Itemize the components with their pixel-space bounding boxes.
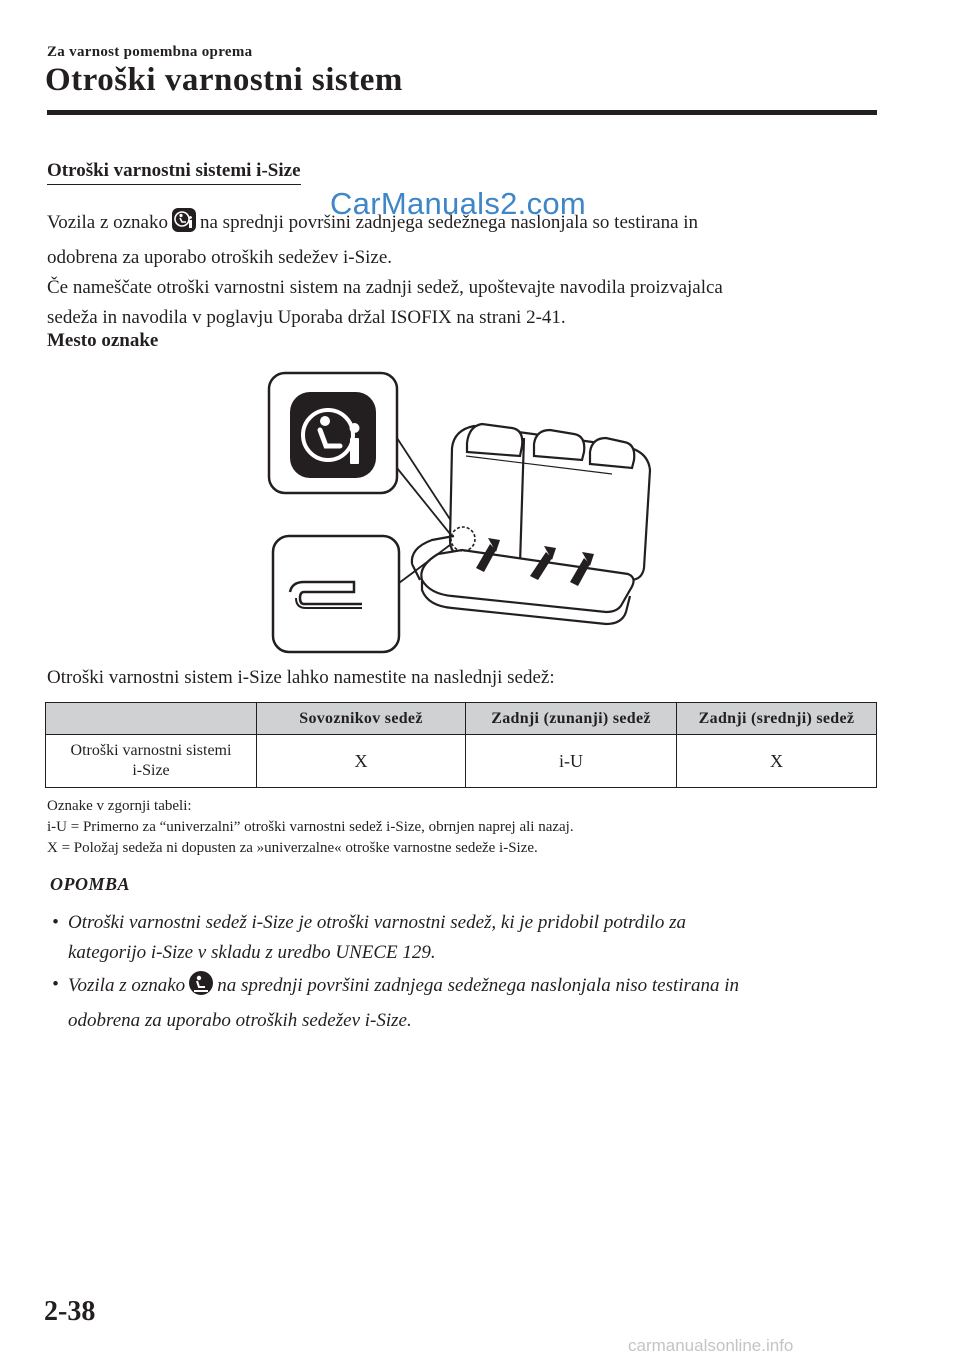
table-header-row xyxy=(46,703,877,735)
bullet-dot: • xyxy=(52,912,59,933)
title-rule xyxy=(47,110,877,115)
p2-text-b: sedeža in navodila v poglavju Uporaba držal ISOFIX na strani 2-41. xyxy=(47,307,566,328)
non-isize-mark-icon xyxy=(188,970,214,1006)
section-label: Za varnost pomembna oprema xyxy=(47,44,253,60)
legend-title: Oznake v zgornji tabeli: xyxy=(47,798,192,814)
bullet-dot: • xyxy=(52,974,59,995)
note-title: OPOMBA xyxy=(50,874,131,894)
b1-text-b: kategorijo i-Size v skladu z uredbo UNECE 129. xyxy=(68,942,436,963)
watermark: CarManuals2.com xyxy=(330,186,587,221)
b2-text-b: na sprednji površini zadnjega sedežnega naslonjala niso testirana in xyxy=(217,975,739,996)
table-cell-rear-outer: i-U xyxy=(466,735,677,788)
table-header-passenger: Sovoznikov sedež xyxy=(257,703,466,735)
b1-text-a: Otroški varnostni sedež i-Size je otroški varnostni sedež, ki je pridobil potrdilo za xyxy=(68,912,686,933)
chapter-title: Otroški varnostni sistem xyxy=(45,62,403,98)
legend-line-2: X = Položaj sedeža ni dopusten za »univerzalne« otroške varnostne sedeže i-Size. xyxy=(47,840,538,856)
isize-mark-icon-large xyxy=(290,392,376,478)
table-row xyxy=(46,735,877,788)
mark-location-heading: Mesto oznake xyxy=(47,330,159,351)
footer-watermark: carmanualsonline.info xyxy=(628,1336,794,1355)
row-label-b: i-Size xyxy=(132,762,170,779)
table-header-rear-center: Zadnji (srednji) sedež xyxy=(677,703,877,735)
b2-text-c: odobrena za uporabo otroških sedežev i-Size. xyxy=(68,1010,412,1031)
p1-text-b: na sprednji površini zadnjega sedežnega naslonjala so testirana in xyxy=(200,212,699,233)
table-header-empty xyxy=(46,703,257,735)
row-label-a: Otroški varnostni sistemi xyxy=(70,742,232,759)
note-bullet-2 xyxy=(52,970,872,1036)
p2-text-a: Če nameščate otroški varnostni sistem na zadnji sedež, upoštevajte navodila proizvajalca xyxy=(47,277,723,298)
table-row-label xyxy=(46,735,257,788)
b2-text-a: Vozila z oznako xyxy=(68,975,186,996)
note-bullet-1 xyxy=(52,908,872,968)
table-intro: Otroški varnostni sistem i-Size lahko namestite na naslednji sedež: xyxy=(47,667,555,688)
p1-text-c: odobrena za uporabo otroških sedežev i-Size. xyxy=(47,247,393,268)
isize-mark-icon xyxy=(171,207,197,243)
seat-compatibility-table xyxy=(45,702,877,788)
isize-heading: Otroški varnostni sistemi i-Size xyxy=(47,160,301,185)
isize-paragraph-1 xyxy=(47,207,877,333)
table-cell-passenger: X xyxy=(257,735,466,788)
table-header-rear-outer: Zadnji (zunanji) sedež xyxy=(466,703,677,735)
rear-seat-illustration xyxy=(262,368,662,663)
p1-text-a: Vozila z oznako xyxy=(47,212,168,233)
legend-line-1: i-U = Primerno za “univerzalni” otroški varnostni sedež i-Size, obrnjen naprej ali nazaj. xyxy=(47,819,574,835)
table-cell-rear-center: X xyxy=(677,735,877,788)
page-number: 2-38 xyxy=(44,1296,96,1327)
